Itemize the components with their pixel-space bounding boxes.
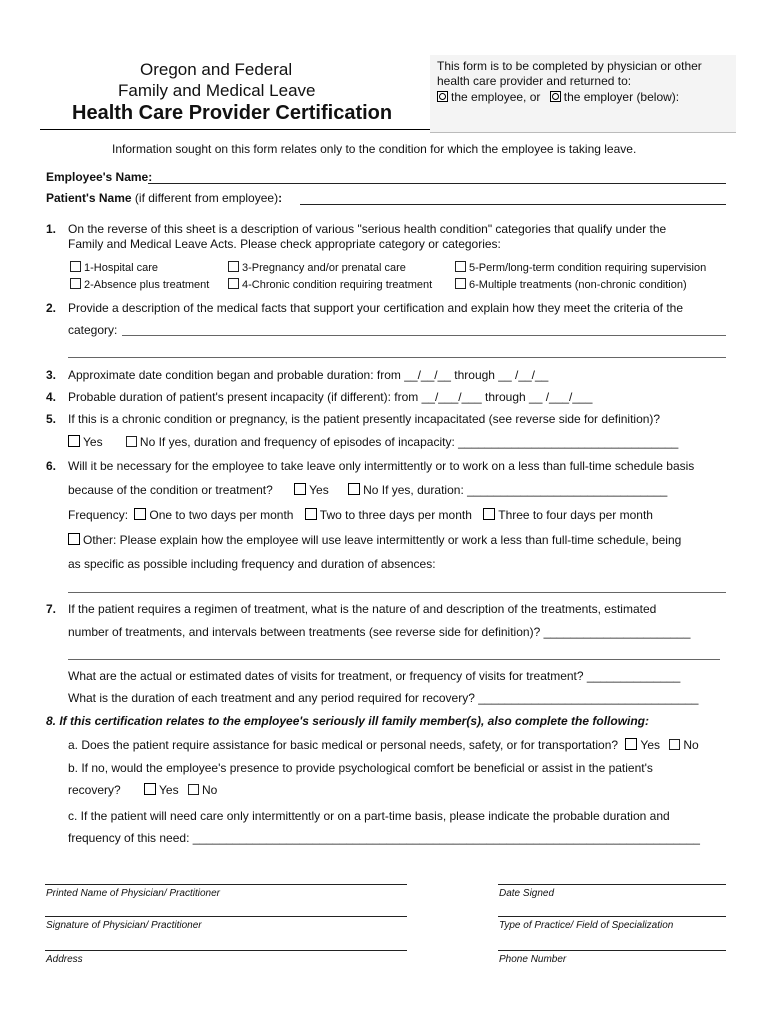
q7-blank-line[interactable] [68, 659, 720, 660]
checkbox-icon[interactable] [70, 278, 81, 289]
q6-question-2: because of the condition or treatment? [68, 483, 273, 497]
q8-c-line-1: c. If the patient will need care only intermittently or on a part-time basis, please indicate the probable duration and [68, 809, 670, 823]
q8-a-no-checkbox[interactable] [669, 739, 680, 750]
q7-number: 7. [46, 602, 57, 616]
printed-name-line[interactable] [45, 884, 407, 885]
employee-name-field[interactable] [148, 183, 726, 184]
employer-checkbox[interactable] [550, 91, 561, 102]
q2-line-1: Provide a description of the medical facts that support your certification and explain how they meet the criteria of the [68, 301, 683, 315]
freq-3-checkbox[interactable] [483, 508, 495, 520]
q8-b-yes-label: Yes [159, 783, 179, 797]
q1-line-1: On the reverse of this sheet is a description of various "serious health condition" categories that qualify under the [68, 222, 667, 236]
title-underline [40, 129, 430, 130]
address-line[interactable] [45, 950, 407, 951]
date-signed-label: Date Signed [499, 888, 555, 899]
q2-category-label: category: [68, 323, 118, 337]
q8-a-no-label: No [683, 738, 699, 752]
q6-number: 6. [46, 459, 57, 473]
q8-b-no-checkbox[interactable] [188, 784, 199, 795]
q6-other-line-2: as specific as possible including frequency and duration of absences: [68, 557, 436, 571]
freq-1-checkbox[interactable] [134, 508, 146, 520]
q8-b-no-label: No [201, 783, 218, 797]
freq-1-label: One to two days per month [149, 508, 294, 522]
printed-name-label: Printed Name of Physician/ Practitioner [46, 888, 220, 899]
title-line-1: Oregon and Federal [140, 60, 293, 79]
q8-a-row [68, 738, 699, 752]
employee-label: the employee, or [451, 90, 541, 104]
q6-no-checkbox[interactable] [348, 483, 360, 495]
freq-2-checkbox[interactable] [305, 508, 317, 520]
q6-blank-line[interactable] [68, 592, 726, 593]
q1-option-5[interactable]: 5-Perm/long-term condition requiring supervision [455, 261, 706, 274]
signature-line[interactable] [45, 916, 407, 917]
q1-option-1[interactable]: 1-Hospital care [70, 261, 158, 274]
q5-no-checkbox[interactable] [126, 436, 137, 447]
q3-text: Approximate date condition began and probable duration: from __/__/__ through __ /__/__ [68, 368, 549, 382]
q3-number: 3. [46, 368, 57, 382]
q7-line-2: number of treatments, and intervals between treatments (see reverse side for definition)? ______________________ [68, 625, 691, 639]
q7-line-4: What is the duration of each treatment and any period required for recovery? _________________________________ [68, 691, 699, 705]
q8-a-yes-label: Yes [640, 738, 660, 752]
date-signed-line[interactable] [498, 884, 726, 885]
intro-text: Information sought on this form relates only to the condition for which the employee is taking leave. [112, 142, 637, 156]
q1-option-3[interactable]: 3-Pregnancy and/or prenatal care [228, 261, 406, 274]
q8-c-line-2: frequency of this need: ____________________________________________________________________________ [68, 831, 700, 845]
checkbox-icon[interactable] [228, 278, 239, 289]
phone-number-label: Phone Number [499, 954, 567, 965]
employee-checkbox[interactable] [437, 91, 448, 102]
q6-other-row [68, 533, 681, 547]
q5-number: 5. [46, 412, 57, 426]
q2-blank-line[interactable] [68, 357, 726, 358]
instruction-line-1: This form is to be completed by physician or other [437, 59, 702, 73]
phone-number-line[interactable] [498, 950, 726, 951]
q5-yes-checkbox[interactable] [68, 435, 80, 447]
employee-name-label: Employee's Name: [46, 170, 153, 184]
checkbox-icon[interactable] [455, 278, 466, 289]
q1-option-2[interactable]: 2-Absence plus treatment [70, 278, 209, 291]
freq-2-label: Two to three days per month [319, 508, 472, 522]
q5-yes-label: Yes [83, 435, 103, 449]
checkbox-icon[interactable] [228, 261, 239, 272]
return-to-choice [437, 90, 679, 104]
q7-line-3: What are the actual or estimated dates of visits for treatment, or frequency of visits for treatment? ______________ [68, 669, 681, 683]
q6-yes-checkbox[interactable] [294, 483, 306, 495]
q1-line-2: Family and Medical Leave Acts. Please check appropriate category or categories: [68, 237, 501, 251]
instruction-line-2: health care provider and returned to: [437, 74, 632, 88]
employer-label: the employer (below): [563, 90, 680, 104]
q4-number: 4. [46, 390, 57, 404]
q1-option-4[interactable]: 4-Chronic condition requiring treatment [228, 278, 432, 291]
form-title: Health Care Provider Certification [72, 102, 393, 124]
q6-frequency-row [68, 508, 653, 522]
q8-heading: 8. If this certification relates to the employee's seriously ill family member(s), also complete the following: [46, 714, 650, 728]
patient-name-row: Patient's Name (if different from employee): [46, 191, 283, 205]
signature-label: Signature of Physician/ Practitioner [46, 920, 202, 931]
other-label: Other: Please explain how the employee will use leave intermittently or work a less than full-time schedule, being [83, 533, 682, 547]
q6-no-line: No If yes, duration: ______________________________ [363, 483, 668, 497]
title-line-2: Family and Medical Leave [118, 81, 316, 100]
q8-b-yes-checkbox[interactable] [144, 783, 156, 795]
patient-name-label: Patient's Name [46, 191, 132, 205]
q7-line-1: If the patient requires a regimen of treatment, what is the nature of and description of the treatments, estimated [68, 602, 657, 616]
patient-name-note: (if different from employee) [134, 191, 279, 205]
checkbox-icon[interactable] [455, 261, 466, 272]
q1-option-6[interactable]: 6-Multiple treatments (non-chronic condition) [455, 278, 687, 291]
freq-3-label: Three to four days per month [498, 508, 653, 522]
address-label: Address [46, 954, 83, 965]
q8-b-row [68, 783, 217, 797]
q4-text: Probable duration of patient's present incapacity (if different): from __/___/___ through __ /___/___ [68, 390, 593, 404]
other-checkbox[interactable] [68, 533, 80, 545]
type-of-practice-label: Type of Practice/ Field of Specialization [499, 920, 674, 931]
q5-no-line: No If yes, duration and frequency of episodes of incapacity: _________________________________ [139, 435, 679, 449]
q1-number: 1. [46, 222, 57, 236]
q8-b-text: recovery? [68, 783, 121, 797]
q5-text: If this is a chronic condition or pregnancy, is the patient presently incapacitated (see reverse side for definition)? [68, 412, 661, 426]
q2-category-field[interactable] [122, 335, 726, 336]
checkbox-icon[interactable] [70, 261, 81, 272]
type-of-practice-line[interactable] [498, 916, 726, 917]
q6-line-1: Will it be necessary for the employee to take leave only intermittently or to work on a less than full-time schedule basis [68, 459, 695, 473]
q8-b-line-1: b. If no, would the employee's presence to provide psychological comfort be beneficial or assist in the patient's [68, 761, 653, 775]
q8-a-yes-checkbox[interactable] [625, 738, 637, 750]
patient-name-field[interactable] [300, 204, 726, 205]
q8-a-text: a. Does the patient require assistance for basic medical or personal needs, safety, or for transportation? [68, 738, 619, 752]
q6-line-2 [68, 483, 667, 497]
q2-number: 2. [46, 301, 57, 315]
q6-yes-label: Yes [309, 483, 329, 497]
frequency-label: Frequency: [68, 508, 129, 522]
q5-answer-row [68, 435, 678, 449]
